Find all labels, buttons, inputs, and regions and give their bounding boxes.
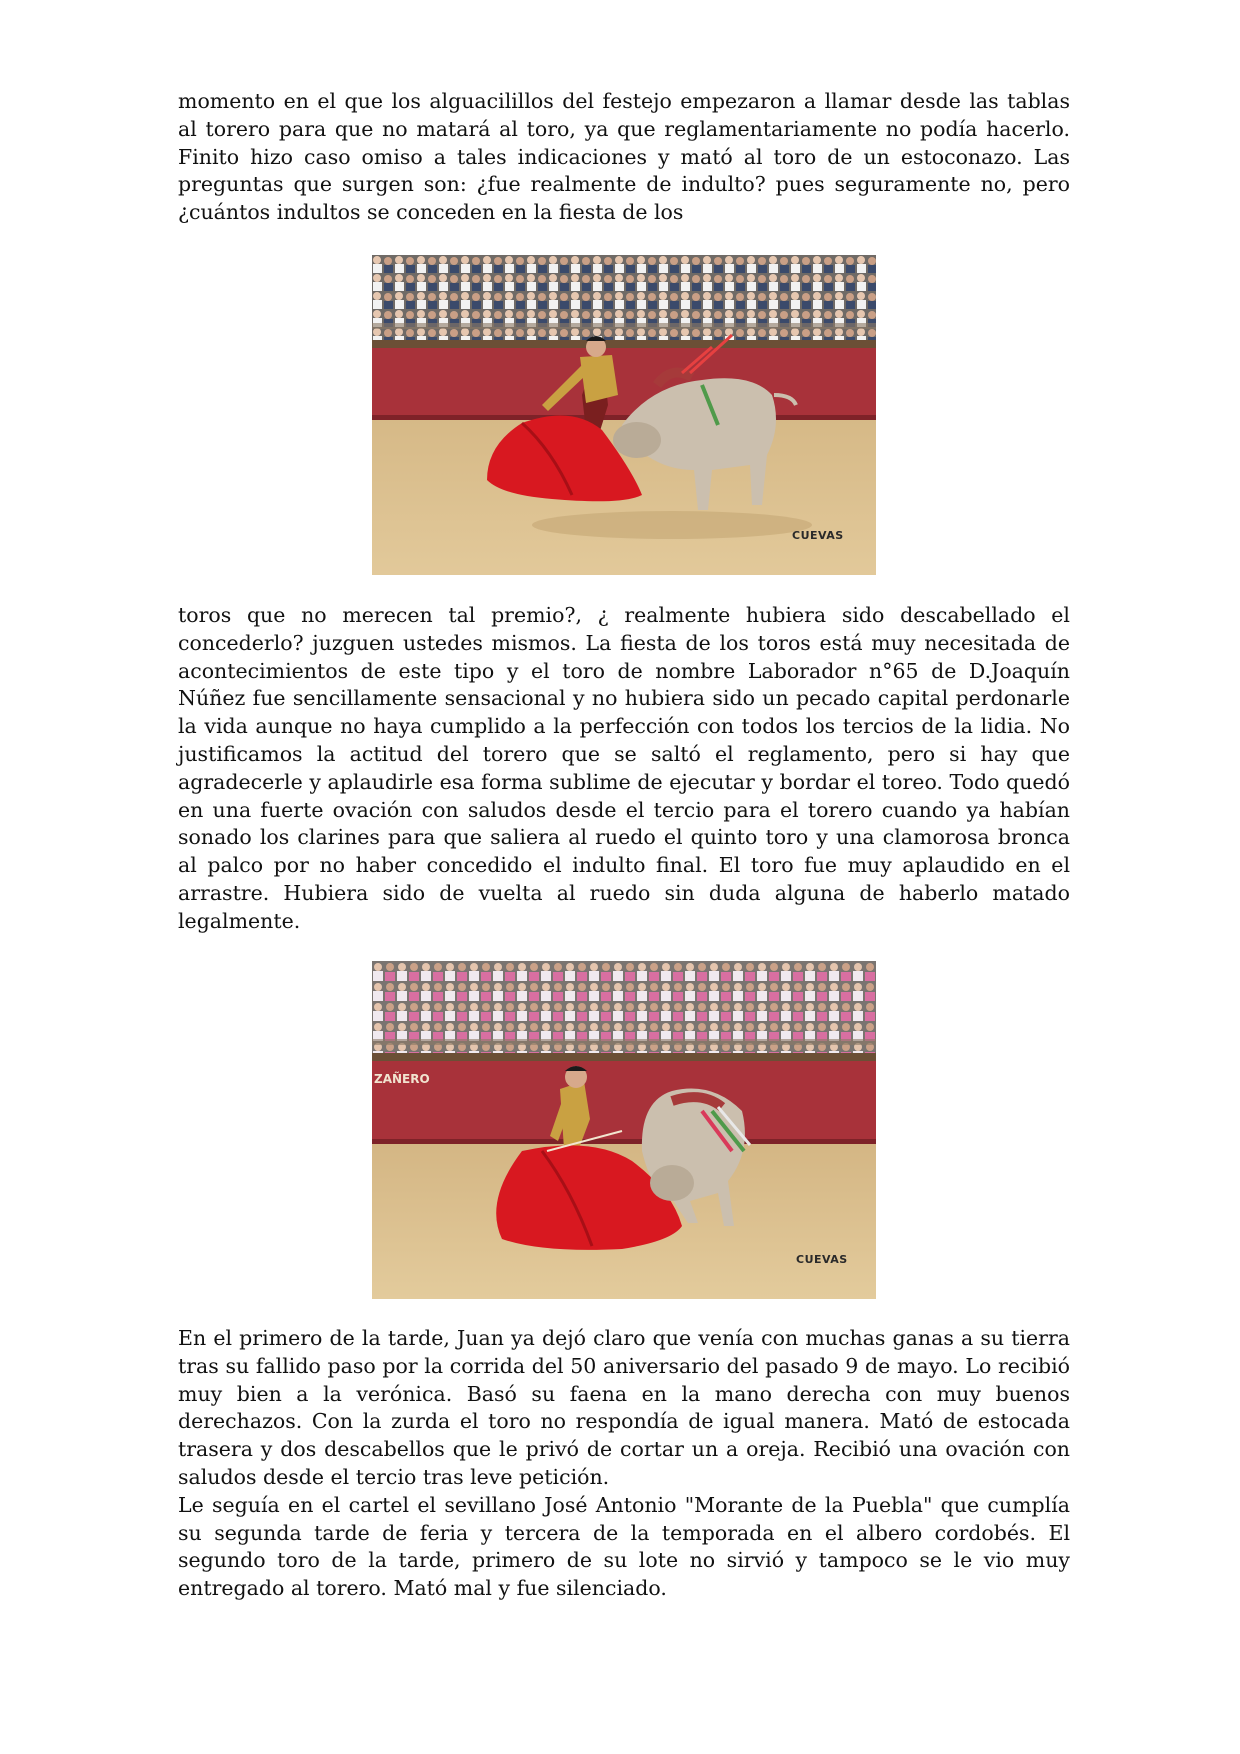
photo-credit: CUEVAS [792, 529, 844, 542]
photo-credit: CUEVAS [796, 1253, 848, 1266]
paragraph-closing-part-1: En el primero de la tarde, Juan ya dejó claro que venía con muchas ganas a su tierra tras su fallido paso por la corrida del 50 aniversario del pasado 9 de mayo. Lo recibió muy bien a la verónica. Basó su faena en la mano derecha con muy buenos derechazos. Con la zurda el toro no respondía de igual manera. Mató de estocada trasera y dos descabellos que le privó de cortar un a oreja. Recibió una ovación con saludos desde el tercio tras leve petición. [178, 1326, 1070, 1489]
photo-1-illustration [372, 255, 876, 575]
barrera-wall-text: ZAÑERO [374, 1072, 430, 1086]
paragraph-body: toros que no merecen tal premio?, ¿ realmente hubiera sido descabellado el concederlo? juzguen ustedes mismos. La fiesta de los toros está muy necesitada de acontecimientos de este tipo y el toro de nombre Laborador n°65 de D.Joaquín Núñez fue sencillamente sensacional y no hubiera sido un pecado capital perdonarle la vida aunque no haya cumplido a la perfección con todos los tercios de la lidia. No justificamos la actitud del torero que se saltó el reglamento, pero si hay que agradecerle y aplaudirle esa forma sublime de ejecutar y bordar el toreo. Todo quedó en una fuerte ovación con saludos desde el tercio para el torero cuando ya habían sonado los clarines para que saliera al ruedo el quinto toro y una clamorosa bronca al palco por no haber concedido el indulto final. El toro fue muy aplaudido en el arrastre. Hubiera sido de vuelta al ruedo sin duda alguna de haberlo matado legalmente. [178, 603, 1070, 933]
photo-2-illustration [372, 961, 876, 1299]
bullfight-photo-1 [372, 255, 876, 575]
paragraph-intro: momento en el que los alguacilillos del festejo empezaron a llamar desde las tablas al torero para que no matará al toro, ya que reglamentariamente no podía hacerlo. Finito hizo caso omiso a tales indicaciones y mató al toro de un estoconazo. Las preguntas que surgen son: ¿fue realmente de indulto? pues seguramente no, pero ¿cuántos indultos se conceden en la fiesta de los [178, 89, 1070, 225]
paragraph-closing-part-2: Le seguía en el cartel el sevillano José Antonio "Morante de la Puebla" que cumplía su segunda tarde de feria y tercera de la temporada en el albero cordobés. El segundo toro de la tarde, primero de su lote no sirvió y tampoco se le vio muy entregado al torero. Mató mal y fue silenciado. [178, 1492, 1070, 1601]
paragraph-closing [178, 1325, 1070, 1603]
bullfight-photo-2 [372, 961, 876, 1299]
